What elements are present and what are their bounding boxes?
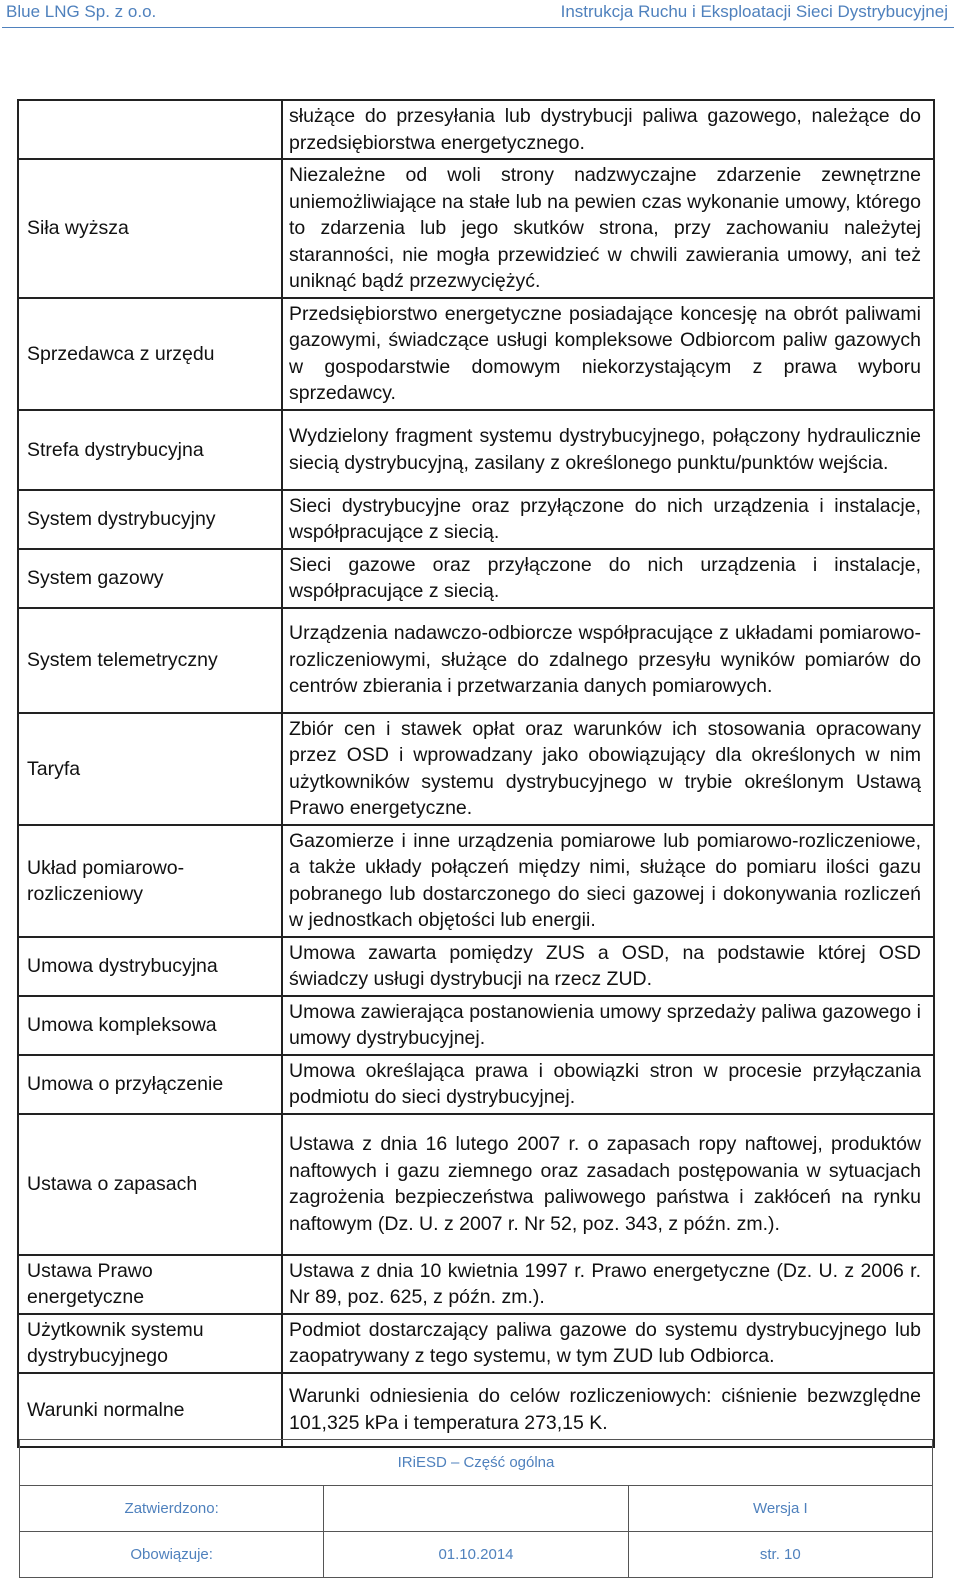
definition-text: Wydzielony fragment systemu dystrybucyjnego, połączony hydraulicznie siecią dystrybucyjną, zasilany z określonego punktu/punktów wejścia. [282,410,934,490]
table-row [18,100,934,159]
definition-text: Sieci dystrybucyjne oraz przyłączone do nich urządzenia i instalacje, współpracujące z siecią. [282,490,934,549]
definition-text: Sieci gazowe oraz przyłączone do nich urządzenia i instalacje, współpracujące z siecią. [282,549,934,608]
definition-term: Umowa kompleksowa [18,996,282,1055]
page-header [0,0,960,30]
definition-text: Umowa zawierająca postanowienia umowy sprzedaży paliwa gazowego i umowy dystrybucyjnej. [282,996,934,1055]
table-row [18,298,934,410]
definitions-table [17,99,935,1448]
definition-term: Siła wyższa [18,159,282,298]
footer-approved-label: Zatwierdzono: [20,1486,324,1532]
table-row [18,1114,934,1255]
definition-text: Ustawa z dnia 10 kwietnia 1997 r. Prawo energetyczne (Dz. U. z 2006 r. Nr 89, poz. 625, z późn. zm.). [282,1255,934,1314]
header-divider [2,27,954,28]
table-row [18,825,934,937]
page-footer [19,1439,933,1578]
table-row [18,549,934,608]
footer-effective-label: Obowiązuje: [20,1532,324,1578]
table-row [18,937,934,996]
definition-text: Gazomierze i inne urządzenia pomiarowe lub pomiarowo-rozliczeniowe, a także układy połączeń między nimi, służące do pomiaru ilości gazu pobranego lub dostarczonego do sieci gazowej i dokonywania rozliczeń w jednostkach objętości lub energii. [282,825,934,937]
table-row [18,1314,934,1373]
definition-text: Przedsiębiorstwo energetyczne posiadające koncesję na obrót paliwami gazowymi, świadczące usługi kompleksowe Odbiorcom paliw gazowych w gospodarstwie domowym niekorzystającym z prawa wyboru sprzedawcy. [282,298,934,410]
definition-term [18,100,282,159]
table-row [18,1055,934,1114]
definition-term: Ustawa Prawo energetyczne [18,1255,282,1314]
definition-text: służące do przesyłania lub dystrybucji paliwa gazowego, należące do przedsiębiorstwa energetycznego. [282,100,934,159]
footer-part: IRiESD – Część ogólna [20,1440,933,1486]
definition-text: Urządzenia nadawczo-odbiorcze współpracujące z układami pomiarowo-rozliczeniowymi, służące do zdalnego przesyłu wyników pomiarów do centrów zbierania i przetwarzania danych pomiarowych. [282,608,934,713]
definition-term: Sprzedawca z urzędu [18,298,282,410]
definition-term: Umowa o przyłączenie [18,1055,282,1114]
definition-term: Ustawa o zapasach [18,1114,282,1255]
definition-term: Umowa dystrybucyjna [18,937,282,996]
definition-text: Ustawa z dnia 16 lutego 2007 r. o zapasach ropy naftowej, produktów naftowych i gazu ziemnego oraz zasadach postępowania w sytuacjach zagrożenia bezpieczeństwa paliwowego państwa i zakłóceń na rynku naftowym (Dz. U. z 2007 r. Nr 52, poz. 343, z późn. zm.). [282,1114,934,1255]
definition-term: Układ pomiarowo-rozliczeniowy [18,825,282,937]
table-row [18,410,934,490]
table-row [18,608,934,713]
definition-text: Warunki odniesienia do celów rozliczeniowych: ciśnienie bezwzględne 101,325 kPa i temperatura 273,15 K. [282,1373,934,1447]
table-row [18,490,934,549]
document-title: Instrukcja Ruchu i Eksploatacji Sieci Dystrybucyjnej [560,2,948,21]
definition-term: System dystrybucyjny [18,490,282,549]
footer-page-number: str. 10 [628,1532,932,1578]
table-row [18,1255,934,1314]
definition-term: Warunki normalne [18,1373,282,1447]
footer-version: Wersja I [628,1486,932,1532]
table-row [18,996,934,1055]
table-row [18,1373,934,1447]
definition-text: Zbiór cen i stawek opłat oraz warunków ich stosowania opracowany przez OSD i wprowadzany jako obowiązujący dla określonych w nim użytkowników systemu dystrybucyjnego w trybie określonym Ustawą Prawo energetyczne. [282,713,934,825]
definition-term: Taryfa [18,713,282,825]
definition-term: System gazowy [18,549,282,608]
footer-effective-date: 01.10.2014 [324,1532,628,1578]
definition-term: Użytkownik systemu dystrybucyjnego [18,1314,282,1373]
definition-term: System telemetryczny [18,608,282,713]
table-row [18,713,934,825]
definition-text: Podmiot dostarczający paliwa gazowe do systemu dystrybucyjnego lub zaopatrywany z tego systemu, w tym ZUD lub Odbiorca. [282,1314,934,1373]
definition-text: Niezależne od woli strony nadzwyczajne zdarzenie zewnętrzne uniemożliwiające na stałe lub na pewien czas wykonanie umowy, którego to zdarzenia lub jego skutków strona, przy zachowaniu należytej staranności, nie mogła przewidzieć w chwili zawierania umowy, ani też uniknąć bądź przezwyciężyć. [282,159,934,298]
table-row [18,159,934,298]
definition-text: Umowa określająca prawa i obowiązki stron w procesie przyłączania podmiotu do sieci dystrybucyjnej. [282,1055,934,1114]
definition-term: Strefa dystrybucyjna [18,410,282,490]
footer-approved-value [324,1486,628,1532]
company-name: Blue LNG Sp. z o.o. [6,2,157,21]
definition-text: Umowa zawarta pomiędzy ZUS a OSD, na podstawie której OSD świadczy usługi dystrybucji na rzecz ZUD. [282,937,934,996]
